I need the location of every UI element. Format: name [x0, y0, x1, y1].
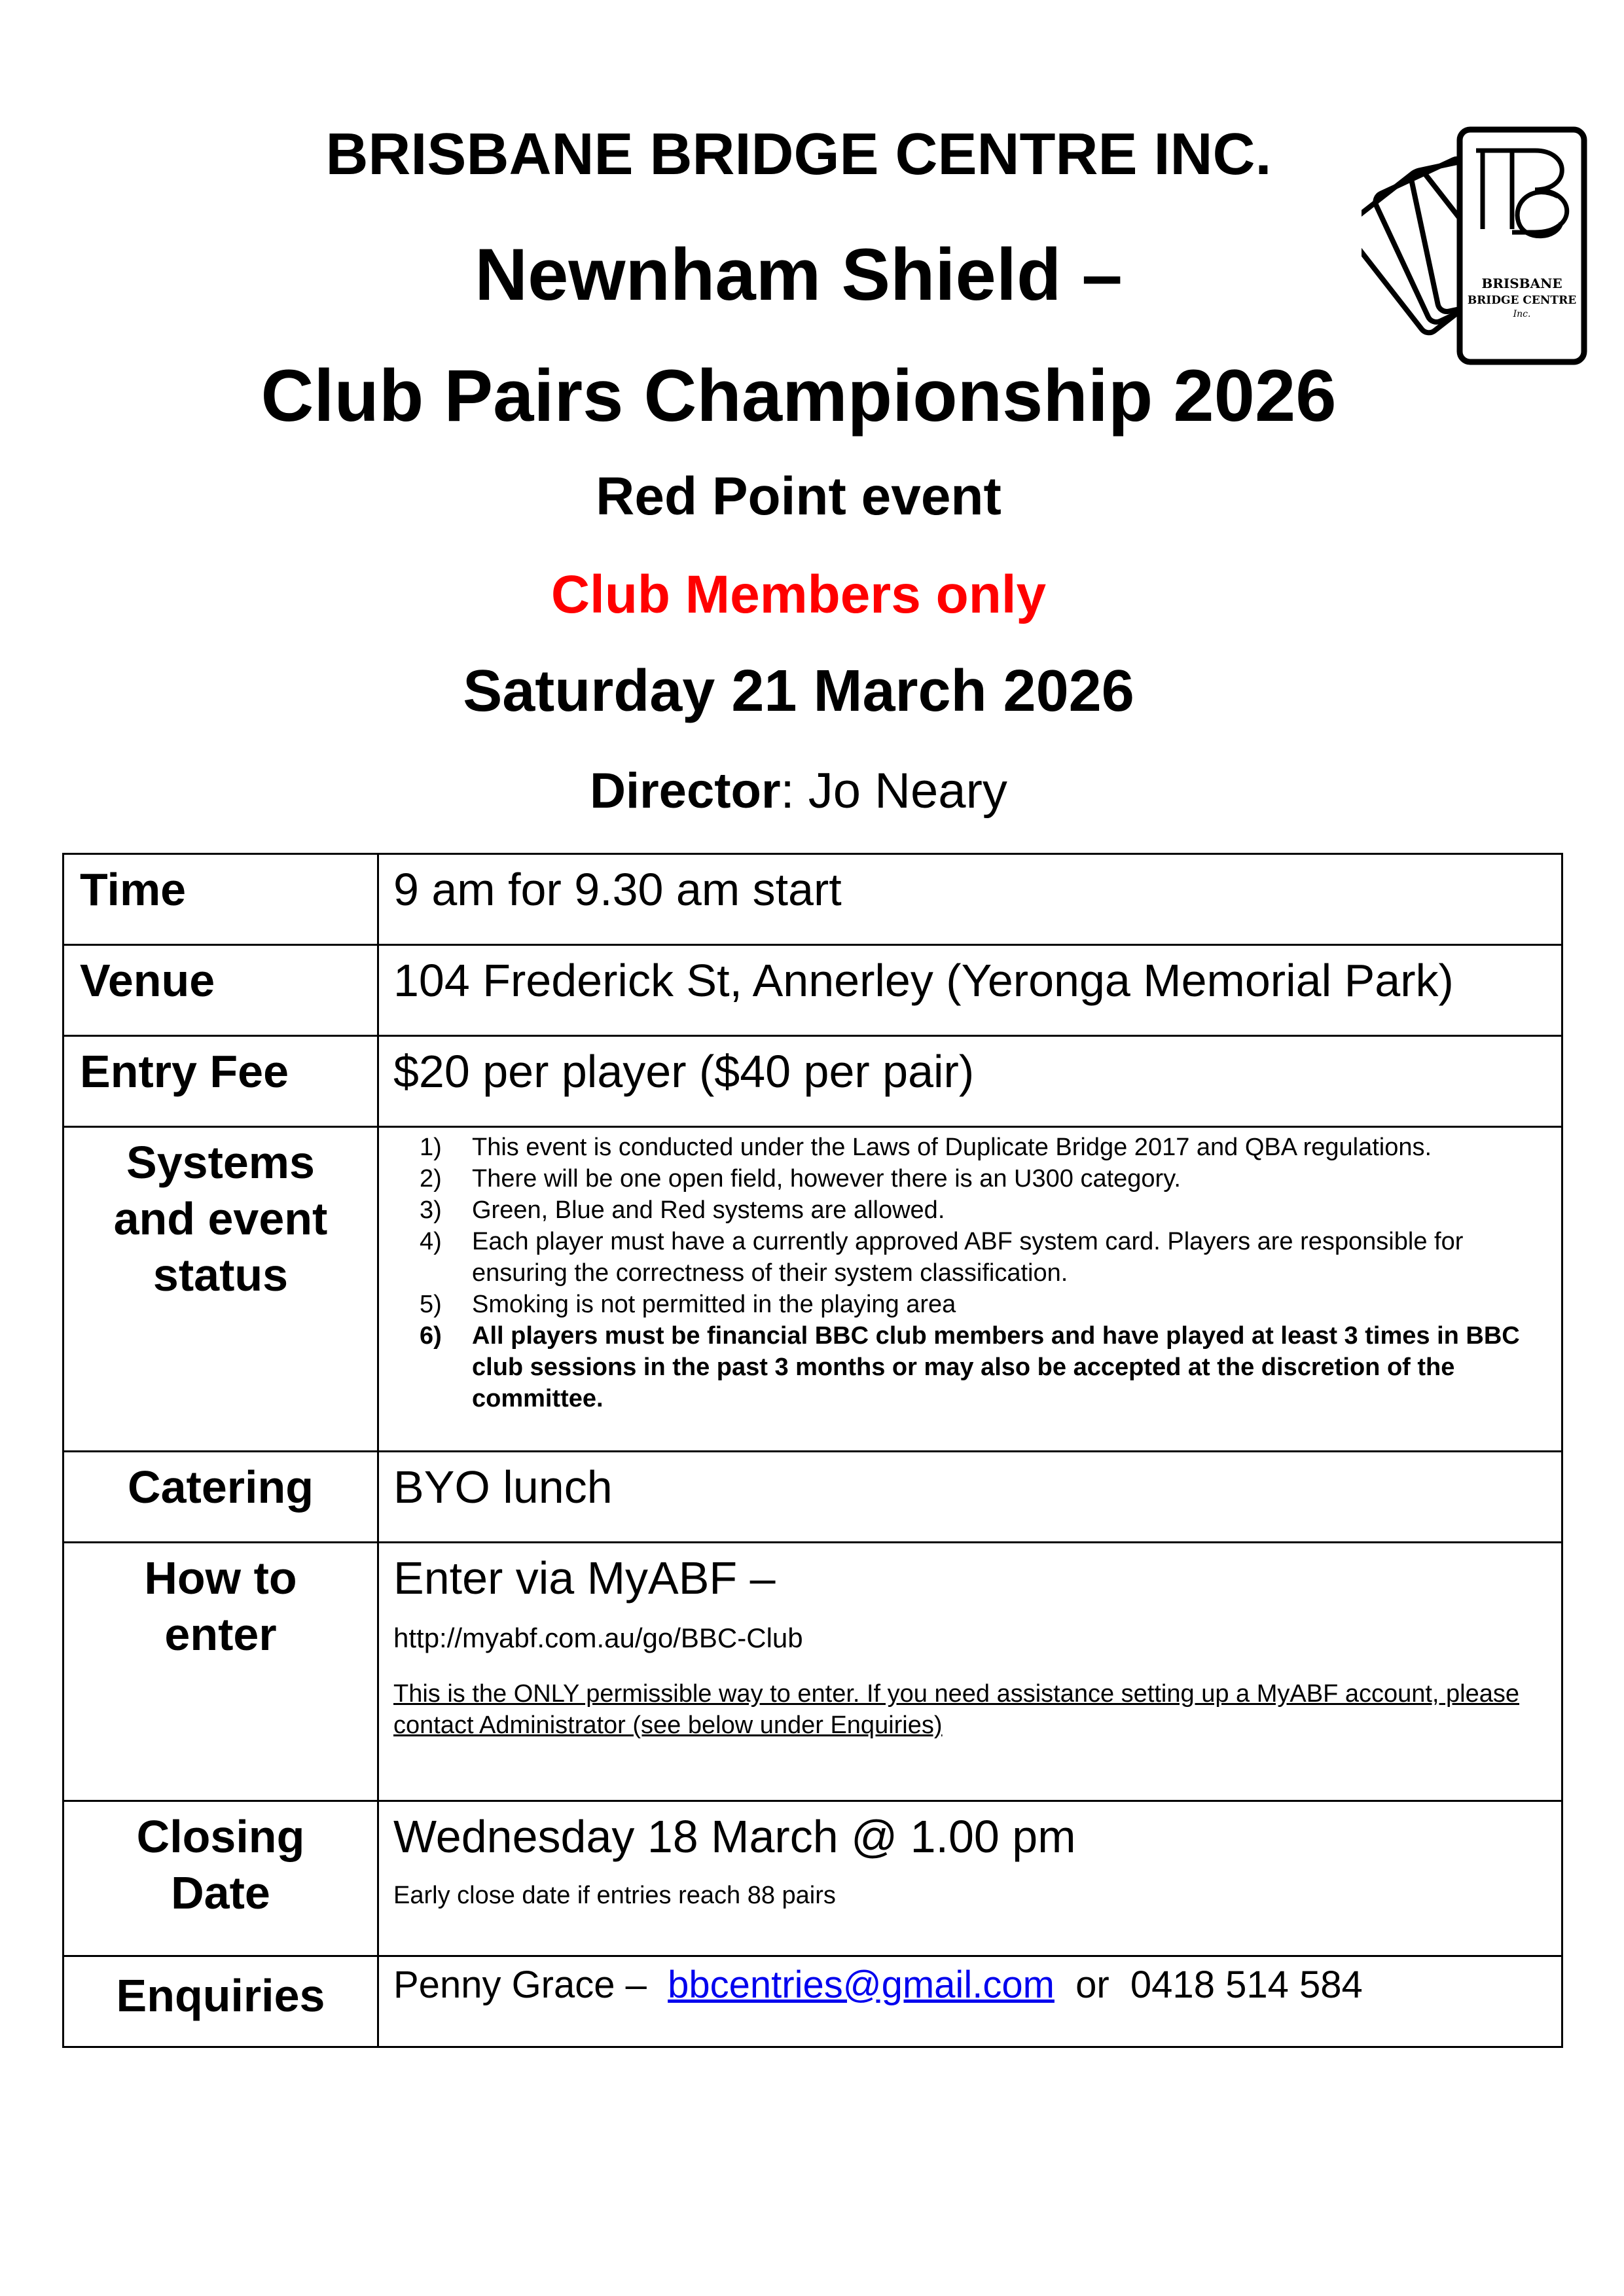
rule-text: All players must be financial BBC club members and have played at least 3 times in BBC club sessions in the past 3 months or may also be accepted at the discretion of the committee. [472, 1322, 1520, 1412]
enquiry-contact-name: Penny Grace – [393, 1964, 668, 2006]
rule-text: Green, Blue and Red systems are allowed. [472, 1196, 945, 1224]
venue-label: Venue [63, 945, 378, 1036]
director-separator: : [780, 763, 795, 819]
row-time [63, 854, 1562, 945]
rule-number: 5) [420, 1291, 442, 1318]
event-title-line2: Club Pairs Championship 2026 [261, 355, 1337, 437]
venue-value: 104 Frederick St, Annerley (Yeronga Memorial Park) [378, 945, 1562, 1036]
rule-text: Smoking is not permitted in the playing area [472, 1291, 956, 1318]
rule-text: Each player must have a currently approved ABF system card. Players are responsible for ensuring the correctness of their system classification. [472, 1228, 1464, 1287]
catering-value: BYO lunch [378, 1452, 1562, 1543]
rule-item [393, 1226, 1548, 1289]
event-details-table [62, 853, 1563, 2048]
catering-label: Catering [63, 1452, 378, 1543]
how-label [63, 1543, 378, 1801]
closing-label-line1: Closing [136, 1811, 305, 1862]
time-value: 9 am for 9.30 am start [378, 854, 1562, 945]
how-instruction: Enter via MyABF – [393, 1552, 776, 1604]
enquiries-label: Enquiries [63, 1956, 378, 2047]
director-line [0, 762, 1597, 819]
closing-note: Early close date if entries reach 88 pairs [393, 1882, 836, 1909]
systems-label-line1: Systems [126, 1137, 315, 1188]
closing-label-line2: Date [171, 1867, 270, 1918]
how-value [378, 1543, 1562, 1801]
logo-text-2: BRIDGE CENTRE [1467, 294, 1577, 307]
club-logo [1362, 124, 1597, 373]
closing-value [378, 1801, 1562, 1956]
closing-label [63, 1801, 378, 1956]
row-enquiries [63, 1956, 1562, 2047]
rule-text: There will be one open field, however there is an U300 category. [472, 1165, 1181, 1193]
rules-list [393, 1132, 1548, 1414]
organisation-name: BRISBANE BRIDGE CENTRE INC. [325, 122, 1272, 187]
rule-item [393, 1132, 1548, 1163]
systems-label-line2: and event [113, 1193, 328, 1244]
director-label: Director [590, 763, 781, 819]
enquiry-or: or [1054, 1964, 1130, 2006]
rule-number: 3) [420, 1196, 442, 1224]
closing-date: Wednesday 18 March @ 1.00 pm [393, 1811, 1076, 1862]
systems-label-line3: status [153, 1249, 289, 1300]
rule-number: 1) [420, 1134, 442, 1161]
row-closing-date [63, 1801, 1562, 1956]
row-systems [63, 1127, 1562, 1452]
rule-item [393, 1163, 1548, 1194]
fee-label: Entry Fee [63, 1036, 378, 1127]
event-type: Red Point event [596, 467, 1001, 526]
systems-label [63, 1127, 378, 1452]
enquiries-value [378, 1956, 1562, 2047]
event-title-line1: Newnham Shield – [475, 234, 1123, 315]
rule-item [393, 1289, 1548, 1320]
enquiry-email-link[interactable]: bbcentries@gmail.com [668, 1964, 1055, 2006]
director-name: Jo Neary [794, 763, 1007, 819]
logo-text-3: Inc. [1513, 309, 1531, 319]
entry-note: This is the ONLY permissible way to enter. If you need assistance setting up a MyABF account, please contact Administrator (see below under Enquiries) [393, 1680, 1520, 1739]
rule-number: 2) [420, 1165, 442, 1193]
fee-value: $20 per player ($40 per pair) [378, 1036, 1562, 1127]
systems-rules [378, 1127, 1562, 1452]
how-label-line2: enter [164, 1609, 277, 1660]
enquiry-phone: 0418 514 584 [1130, 1964, 1363, 2006]
row-entry-fee [63, 1036, 1562, 1127]
rule-item [393, 1320, 1548, 1414]
entry-url[interactable]: http://myabf.com.au/go/BBC-Club [393, 1623, 803, 1653]
time-label: Time [63, 854, 378, 945]
event-date: Saturday 21 March 2026 [463, 658, 1134, 724]
how-label-line1: How to [144, 1552, 297, 1604]
rule-number: 6) [420, 1322, 442, 1350]
row-catering [63, 1452, 1562, 1543]
eligibility-notice: Club Members only [550, 565, 1047, 624]
logo-text-1: BRISBANE [1481, 276, 1562, 291]
rule-text: This event is conducted under the Laws of Duplicate Bridge 2017 and QBA regulations. [472, 1134, 1432, 1161]
rule-item [393, 1194, 1548, 1226]
rule-number: 4) [420, 1228, 442, 1255]
row-venue [63, 945, 1562, 1036]
row-how-to-enter [63, 1543, 1562, 1801]
